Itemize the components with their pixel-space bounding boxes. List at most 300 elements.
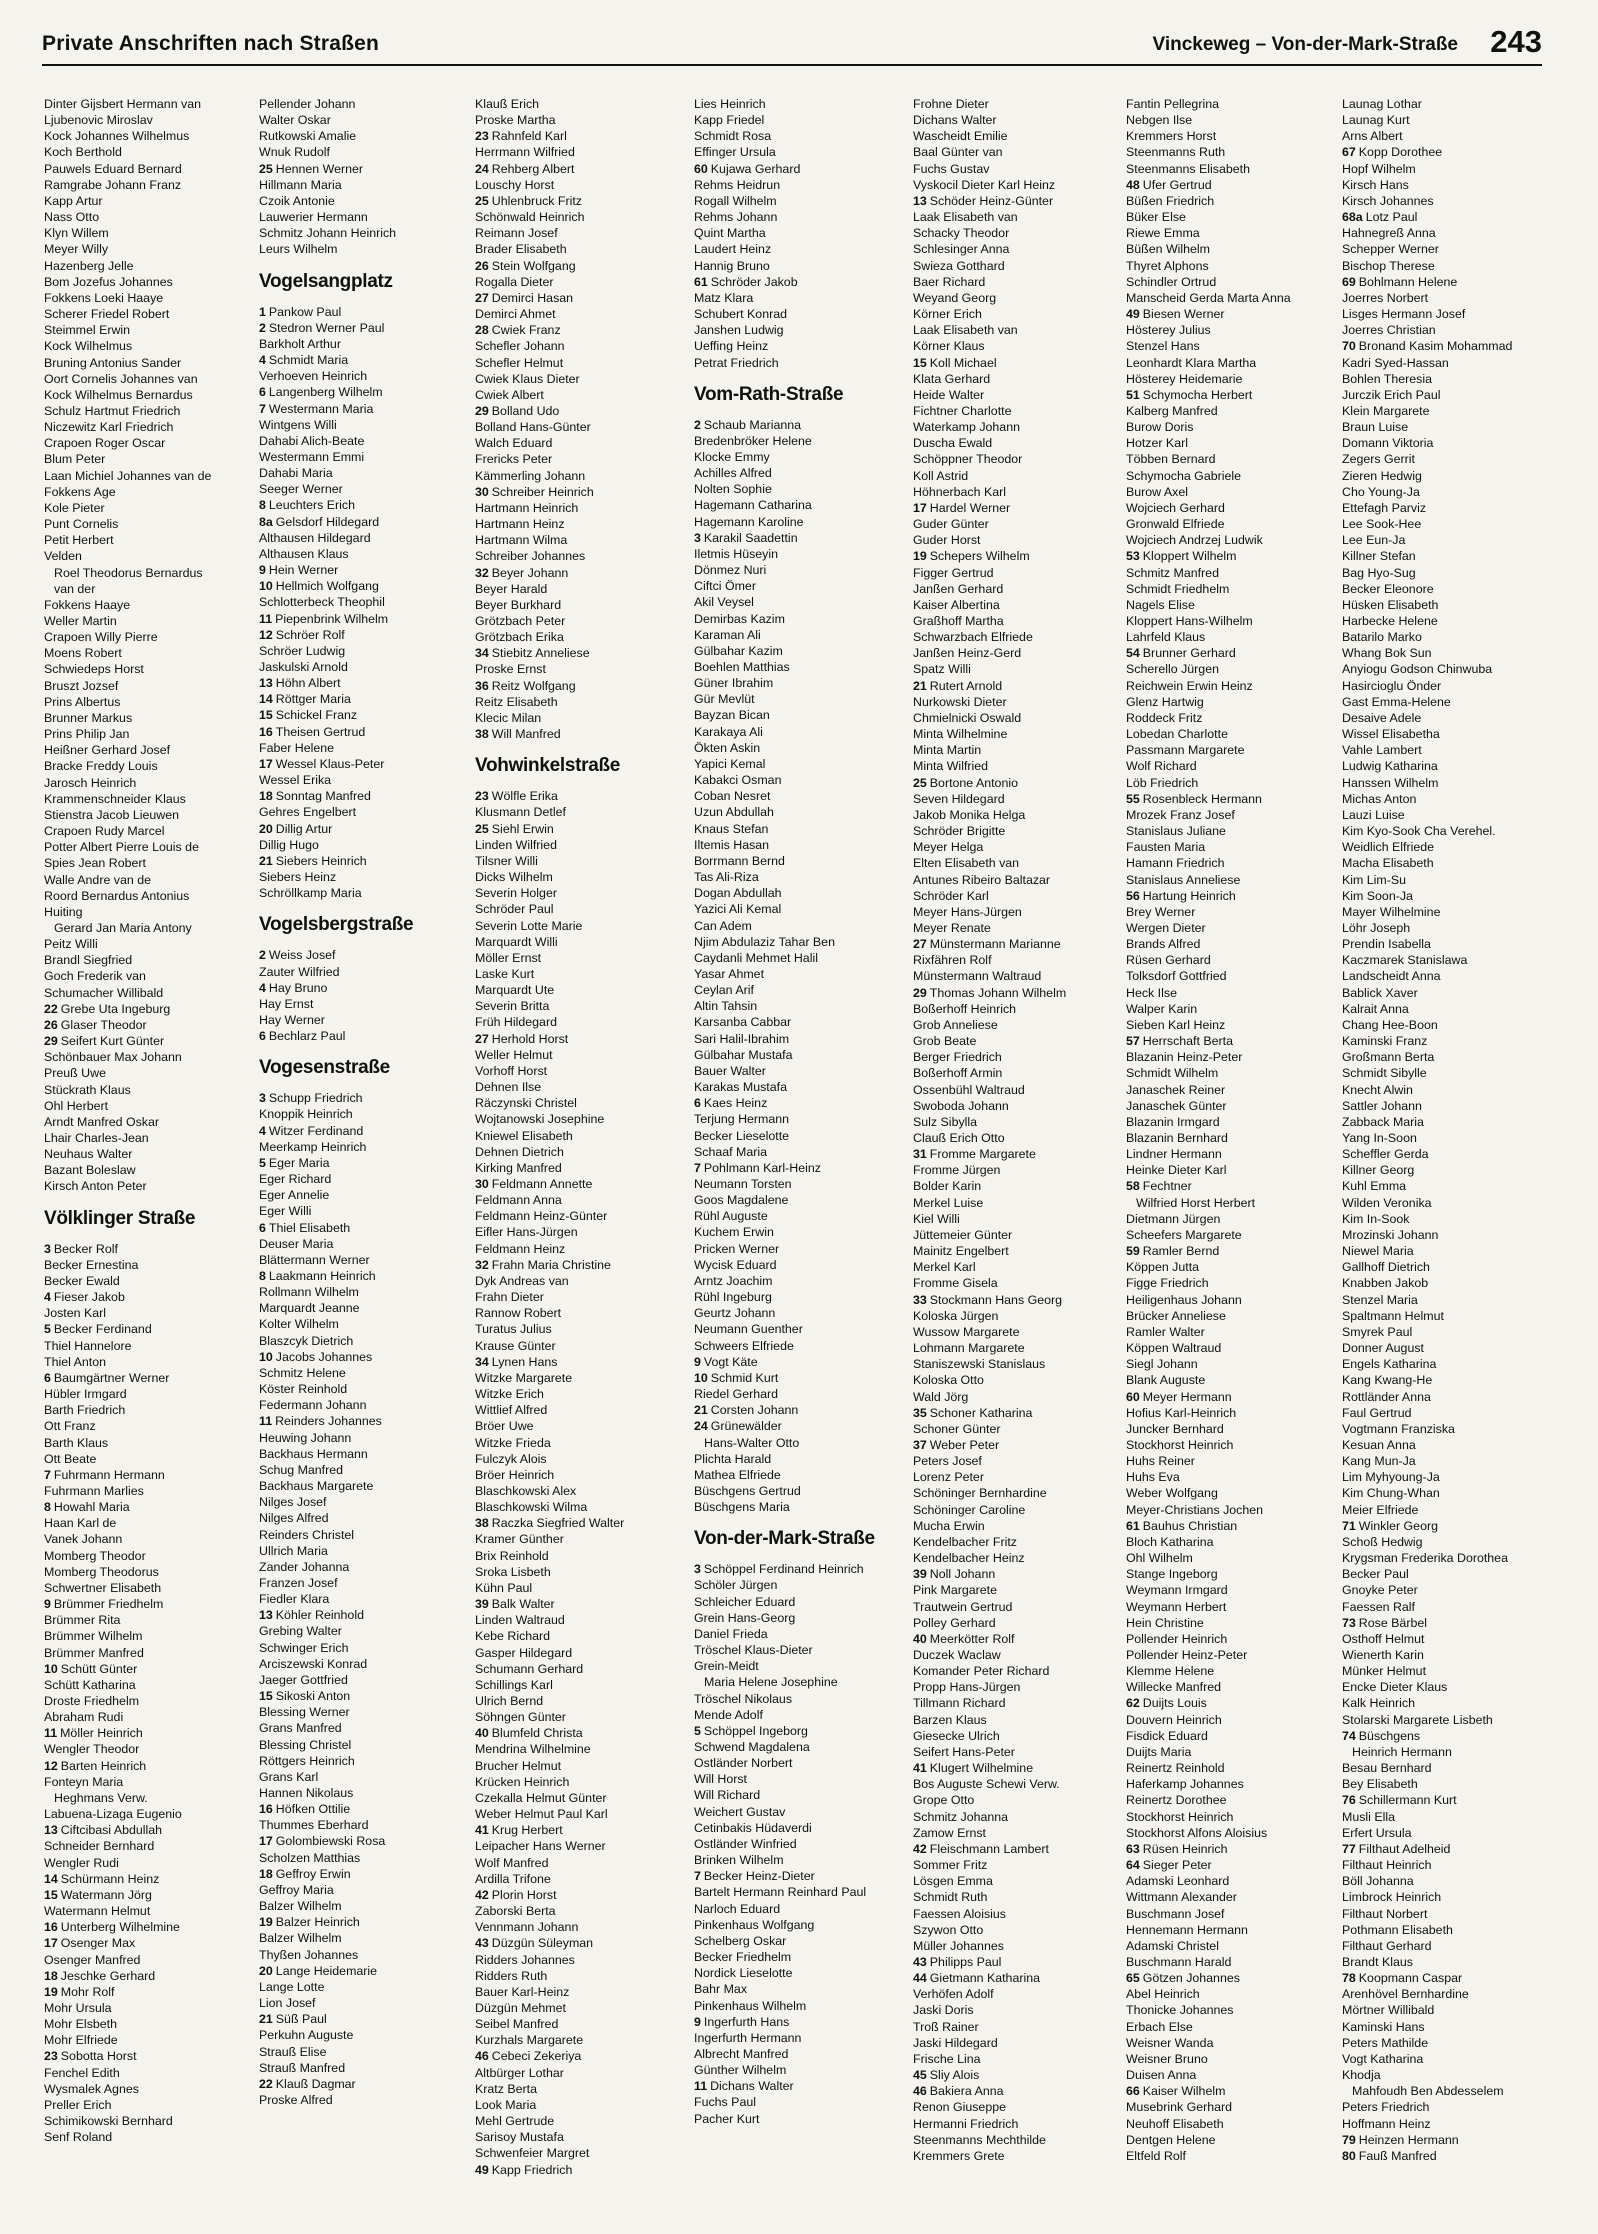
- resident-entry: [694, 1241, 904, 1257]
- resident-name: Witzke Erich: [475, 1387, 544, 1402]
- resident-entry: [1126, 306, 1336, 322]
- resident-entry: [1342, 1986, 1552, 2002]
- resident-name: Höhn Albert: [275, 676, 341, 691]
- resident-name: Staniszewski Stanislaus: [913, 1357, 1046, 1372]
- resident-entry: [259, 964, 469, 980]
- resident-entry: [913, 516, 1123, 532]
- resident-entry: [694, 417, 904, 433]
- resident-name: Prins Albertus: [44, 694, 121, 709]
- resident-name: Wengler Rudi: [44, 1855, 119, 1870]
- resident-entry: [913, 387, 1123, 403]
- resident-name: Brandt Klaus: [1342, 1954, 1413, 1969]
- house-number: 12: [259, 627, 273, 642]
- house-number: 9: [694, 1354, 701, 1369]
- house-number: 16: [44, 1920, 58, 1935]
- house-number: 6: [259, 385, 266, 400]
- resident-entry: [1126, 1049, 1336, 1065]
- resident-entry: [44, 96, 254, 112]
- resident-name: Schoß Hedwig: [1342, 1534, 1423, 1549]
- resident-name: Wolf Manfred: [475, 1855, 549, 1870]
- house-number: 54: [1126, 646, 1140, 661]
- resident-name: Weiss Josef: [268, 948, 336, 963]
- resident-name: Velden: [44, 549, 82, 564]
- resident-entry: [694, 627, 904, 643]
- resident-name: Lynen Hans: [491, 1354, 558, 1369]
- resident-entry: [475, 1111, 685, 1127]
- resident-name: Engels Katharina: [1342, 1357, 1437, 1372]
- resident-name: Propp Hans-Jürgen: [913, 1680, 1021, 1695]
- resident-name: Kim Kyo-Sook Cha Verehel.: [1342, 824, 1496, 839]
- resident-entry: [1126, 1518, 1336, 1534]
- resident-entry: [913, 241, 1123, 257]
- resident-name: Bolland Hans-Günter: [475, 420, 591, 435]
- resident-entry: [913, 274, 1123, 290]
- resident-name: Bom Jozefus Johannes: [44, 274, 173, 289]
- resident-name: Bronand Kasim Mohammad: [1358, 339, 1513, 354]
- resident-name: Erbach Else: [1126, 2019, 1193, 2034]
- resident-name: Huhs Reiner: [1126, 1454, 1195, 1469]
- resident-name: Hazenberg Jelle: [44, 258, 134, 273]
- resident-entry: [1342, 726, 1552, 742]
- resident-name: Krammenschneider Klaus: [44, 791, 186, 806]
- resident-entry: [913, 1453, 1123, 1469]
- column-2: [259, 96, 469, 2206]
- resident-name: Gietmann Katharina: [929, 1971, 1040, 1986]
- resident-entry: [259, 1446, 469, 1462]
- resident-entry: [1342, 274, 1552, 290]
- resident-name: Kapp Artur: [44, 193, 103, 208]
- resident-name: Becker Heinz-Dieter: [703, 1869, 815, 1884]
- resident-name: Möller Heinrich: [60, 1726, 143, 1741]
- resident-entry: [694, 998, 904, 1014]
- resident-name: Eger Annelie: [259, 1188, 330, 1203]
- resident-name: Gür Mevlüt: [694, 692, 755, 707]
- resident-name: Kaminski Hans: [1342, 2019, 1425, 2034]
- resident-entry: [1342, 2083, 1552, 2099]
- resident-entry: [475, 177, 685, 193]
- house-number: 21: [259, 853, 273, 868]
- resident-name: Pellender Johann: [259, 97, 356, 111]
- resident-name: Riedel Gerhard: [694, 1387, 779, 1402]
- resident-entry: [694, 1047, 904, 1063]
- resident-name: Feldmann Heinz-Günter: [475, 1209, 608, 1224]
- resident-entry: [475, 1418, 685, 1434]
- resident-name: Reinertz Dorothee: [1126, 1793, 1227, 1808]
- resident-entry: [694, 1435, 904, 1451]
- resident-entry: [1342, 1017, 1552, 1033]
- house-number: 10: [259, 579, 273, 594]
- resident-entry: [913, 2148, 1123, 2164]
- resident-name: Nass Otto: [44, 210, 100, 225]
- resident-entry: [694, 1658, 904, 1674]
- resident-name: Schaaf Maria: [694, 1144, 768, 1159]
- resident-entry: [1342, 1566, 1552, 1582]
- resident-name: Dichans Walter: [913, 113, 997, 128]
- resident-entry: [913, 451, 1123, 467]
- resident-name: Yang In-Soon: [1342, 1131, 1417, 1145]
- resident-entry: [913, 1001, 1123, 1017]
- resident-name: Bohlmann Helene: [1358, 274, 1458, 289]
- resident-name: Sieben Karl Heinz: [1126, 1017, 1226, 1032]
- resident-name: Hasircioglu Önder: [1342, 678, 1442, 693]
- resident-name: Büßen Wilhelm: [1126, 242, 1211, 257]
- resident-entry: [694, 724, 904, 740]
- resident-name: Lorenz Peter: [913, 1470, 984, 1485]
- resident-entry: [44, 807, 254, 823]
- resident-entry: [475, 144, 685, 160]
- house-number: 35: [913, 1405, 927, 1420]
- resident-name: Federmann Johann: [259, 1398, 367, 1413]
- house-number: 58: [1126, 1179, 1140, 1194]
- house-number: 23: [475, 789, 489, 804]
- house-number: 16: [259, 1802, 273, 1817]
- resident-entry: [1342, 1437, 1552, 1453]
- resident-entry: [259, 96, 469, 112]
- resident-name: Boßerhoff Heinrich: [913, 1001, 1017, 1016]
- resident-entry: [1126, 807, 1336, 823]
- resident-name: Erfert Ursula: [1342, 1825, 1412, 1840]
- resident-entry: [1126, 2067, 1336, 2083]
- resident-entry: [475, 1224, 685, 1240]
- resident-entry: [1342, 920, 1552, 936]
- resident-entry: [475, 1919, 685, 1935]
- resident-name: Becker Paul: [1342, 1567, 1409, 1582]
- resident-entry: [913, 1970, 1123, 1986]
- resident-name: Mathea Elfriede: [694, 1467, 781, 1482]
- house-number: 27: [475, 290, 489, 305]
- resident-name: Schmitz Johann Heinrich: [259, 226, 397, 241]
- resident-name: Laakmann Heinrich: [268, 1269, 376, 1283]
- resident-entry: [694, 1610, 904, 1626]
- resident-entry: [259, 627, 469, 643]
- resident-name: Schwenfeier Margret: [475, 2146, 590, 2161]
- resident-entry: [44, 1596, 254, 1612]
- resident-name: Proske Martha: [475, 113, 556, 128]
- resident-entry: [475, 2016, 685, 2032]
- resident-name: Schütt Katharina: [44, 1677, 136, 1692]
- resident-name: Brands Alfred: [1126, 937, 1201, 952]
- resident-name: Stanislaus Juliane: [1126, 824, 1226, 839]
- resident-entry: [259, 1914, 469, 1930]
- resident-entry: [1126, 1679, 1336, 1695]
- resident-entry: [475, 629, 685, 645]
- resident-entry: [694, 1981, 904, 1997]
- house-number: 41: [475, 1823, 489, 1838]
- house-number: 79: [1342, 2132, 1356, 2147]
- resident-entry: [1126, 1615, 1336, 1631]
- resident-entry: [1342, 1615, 1552, 1631]
- resident-name: Musli Ella: [1342, 1809, 1396, 1824]
- house-number: 8: [259, 1269, 266, 1283]
- resident-name: Senf Roland: [44, 2130, 113, 2145]
- resident-entry: [1126, 1372, 1336, 1388]
- resident-entry: [913, 2067, 1123, 2083]
- resident-entry: [475, 581, 685, 597]
- resident-entry: [44, 1531, 254, 1547]
- resident-name: Ciftcibasi Abdullah: [60, 1823, 163, 1838]
- resident-entry: [913, 1712, 1123, 1728]
- resident-name: Piepenbrink Wilhelm: [275, 611, 389, 626]
- resident-entry: [913, 548, 1123, 564]
- resident-name: Weymann Irmgard: [1126, 1583, 1228, 1598]
- resident-entry: [694, 837, 904, 853]
- resident-name: Karakil Saadettin: [703, 530, 798, 545]
- resident-entry: [259, 1575, 469, 1591]
- resident-entry: [475, 1548, 685, 1564]
- resident-name: Mucha Erwin: [913, 1518, 985, 1533]
- resident-name: Verhöfen Adolf: [913, 1987, 994, 2002]
- resident-entry: [44, 1049, 254, 1065]
- resident-entry: [1342, 468, 1552, 484]
- house-number: 25: [475, 193, 489, 208]
- resident-name: Koloska Jürgen: [913, 1308, 999, 1323]
- resident-name: Schröer Ludwig: [259, 643, 346, 658]
- resident-name: Stockhorst Alfons Aloisius: [1126, 1825, 1268, 1840]
- resident-name: Becker Lieselotte: [694, 1128, 790, 1143]
- resident-name: Bey Elisabeth: [1342, 1777, 1418, 1792]
- resident-entry: [44, 758, 254, 774]
- resident-entry: [259, 336, 469, 352]
- resident-entry: [913, 1502, 1123, 1518]
- resident-name: Ceylan Arif: [694, 983, 754, 998]
- resident-name: Neuhoff Elisabeth: [1126, 2116, 1224, 2131]
- resident-entry: [1126, 193, 1336, 209]
- resident-entry: [44, 1017, 254, 1033]
- resident-entry: [44, 1162, 254, 1178]
- resident-entry: [44, 1968, 254, 1984]
- resident-entry: [1342, 403, 1552, 419]
- resident-name: Schürmann Heinz: [60, 1871, 160, 1886]
- resident-name: Lahrfeld Klaus: [1126, 630, 1206, 645]
- resident-name: Meyer Renate: [913, 920, 991, 935]
- resident-entry: [913, 1227, 1123, 1243]
- resident-name: Kniewel Elisabeth: [475, 1128, 573, 1143]
- resident-entry: [1342, 1534, 1552, 1550]
- resident-name: Weber Peter: [929, 1437, 1000, 1452]
- resident-entry: [44, 775, 254, 791]
- resident-entry: [694, 497, 904, 513]
- resident-entry: [1126, 1017, 1336, 1033]
- house-number: 49: [475, 2162, 489, 2177]
- resident-name: Vyskocil Dieter Karl Heinz: [913, 177, 1056, 192]
- resident-entry: [1126, 1227, 1336, 1243]
- resident-entry: [44, 968, 254, 984]
- resident-name: Walper Karin: [1126, 1001, 1198, 1016]
- resident-entry: [44, 144, 254, 160]
- resident-entry: [913, 855, 1123, 871]
- resident-name: Reinders Christel: [259, 1527, 355, 1542]
- resident-name: Koch Berthold: [44, 145, 122, 160]
- resident-entry: [913, 112, 1123, 128]
- resident-name: Donner August: [1342, 1341, 1424, 1356]
- resident-name: Filthaut Adelheid: [1358, 1841, 1451, 1856]
- resident-name: Jakob Monika Helga: [913, 807, 1026, 822]
- resident-entry: [913, 694, 1123, 710]
- resident-name: Kurzhals Margarete: [475, 2033, 584, 2048]
- resident-name: Heinrich Hermann: [1352, 1744, 1452, 1759]
- resident-entry: [259, 804, 469, 820]
- resident-name: Barten Heinrich: [60, 1758, 147, 1773]
- resident-entry: [913, 322, 1123, 338]
- resident-name: Schupp Friedrich: [268, 1091, 363, 1106]
- resident-entry: [913, 597, 1123, 613]
- resident-name: Westermann Emmi: [259, 449, 365, 464]
- resident-name: Pollender Heinrich: [1126, 1631, 1228, 1646]
- resident-name: Meier Elfriede: [1342, 1502, 1419, 1517]
- resident-entry: [694, 1451, 904, 1467]
- resident-entry: [694, 1467, 904, 1483]
- resident-entry: [913, 1178, 1123, 1194]
- resident-entry: [1126, 241, 1336, 257]
- resident-name: Thiel Elisabeth: [268, 1220, 351, 1235]
- resident-entry: [1342, 209, 1552, 225]
- resident-entry: [259, 1139, 469, 1155]
- resident-name: Schöler Jürgen: [694, 1578, 778, 1593]
- resident-entry: [44, 1855, 254, 1871]
- resident-entry: [913, 1065, 1123, 1081]
- resident-entry: [1126, 112, 1336, 128]
- resident-entry: [1342, 241, 1552, 257]
- resident-entry: [913, 1340, 1123, 1356]
- resident-name: Siehl Erwin: [491, 821, 554, 836]
- resident-entry: [475, 1370, 685, 1386]
- resident-name: Smyrek Paul: [1342, 1324, 1413, 1339]
- resident-name: Weber Wolfgang: [1126, 1486, 1218, 1501]
- resident-name: Pauwels Eduard Bernard: [44, 161, 182, 176]
- resident-entry: [259, 611, 469, 627]
- house-number: 60: [1126, 1389, 1140, 1404]
- resident-entry: [1126, 904, 1336, 920]
- resident-entry: [259, 2011, 469, 2027]
- resident-name: Frahn Dieter: [475, 1290, 544, 1305]
- resident-name: Siegl Johann: [1126, 1357, 1198, 1372]
- resident-name: Schimikowski Bernhard: [44, 2114, 173, 2129]
- resident-name: Biesen Werner: [1142, 307, 1225, 322]
- resident-name: Grans Manfred: [259, 1721, 342, 1736]
- resident-entry: [44, 1289, 254, 1305]
- house-number: 31: [913, 1147, 927, 1162]
- house-number: 2: [694, 417, 701, 432]
- house-number: 37: [913, 1437, 927, 1452]
- resident-name: Barkholt Arthur: [259, 336, 341, 351]
- resident-entry: [913, 985, 1123, 1001]
- resident-name: Fuhrmann Marlies: [44, 1483, 144, 1498]
- resident-name: Lotz Paul: [1365, 210, 1418, 225]
- resident-entry: [694, 2094, 904, 2110]
- resident-name: Adamski Christel: [1126, 1938, 1219, 1953]
- resident-name: Kang Mun-Ja: [1342, 1454, 1416, 1469]
- resident-entry: [1126, 985, 1336, 1001]
- resident-name: Baer Richard: [913, 274, 986, 289]
- resident-entry: [1126, 1082, 1336, 1098]
- resident-name: Zander Johanna: [259, 1559, 350, 1574]
- resident-entry: [913, 936, 1123, 952]
- resident-entry: [44, 1580, 254, 1596]
- resident-entry: [913, 1389, 1123, 1405]
- resident-entry: [1342, 1873, 1552, 1889]
- resident-entry: [913, 144, 1123, 160]
- resident-entry: [913, 968, 1123, 984]
- resident-name: Weymann Herbert: [1126, 1599, 1227, 1614]
- resident-name: Zauter Wilfried: [259, 964, 340, 979]
- resident-name: Nilges Alfred: [259, 1511, 329, 1526]
- resident-entry: [259, 1688, 469, 1704]
- resident-entry: [694, 1176, 904, 1192]
- house-number: 53: [1126, 549, 1140, 564]
- resident-name: Sroka Lisbeth: [475, 1564, 551, 1579]
- resident-name: Yazici Ali Kemal: [694, 902, 782, 917]
- resident-entry: [913, 645, 1123, 661]
- resident-entry: [475, 290, 685, 306]
- resident-name: Schöninger Bernhardine: [913, 1486, 1047, 1501]
- resident-name: Wergen Dieter: [1126, 920, 1206, 935]
- resident-name: Gallhoff Dietrich: [1342, 1260, 1430, 1275]
- resident-name: Duijts Louis: [1142, 1696, 1207, 1711]
- resident-entry: [694, 918, 904, 934]
- resident-entry: [1342, 193, 1552, 209]
- resident-name: Krücken Heinrich: [475, 1774, 570, 1789]
- resident-entry: [259, 1155, 469, 1171]
- resident-entry: [44, 1515, 254, 1531]
- resident-name: Feldmann Annette: [491, 1177, 593, 1191]
- directory-columns: [44, 96, 1544, 2206]
- resident-name: Vogt Käte: [703, 1354, 758, 1369]
- resident-name: Renon Giuseppe: [913, 2100, 1006, 2115]
- resident-entry: [913, 1308, 1123, 1324]
- resident-entry: [475, 1338, 685, 1354]
- resident-name: Pohlmann Karl-Heinz: [703, 1160, 821, 1175]
- street-heading: Vom-Rath-Straße: [694, 383, 844, 405]
- resident-entry: [44, 661, 254, 677]
- resident-entry: [475, 1192, 685, 1208]
- resident-entry: [913, 1098, 1123, 1114]
- house-number: 8a: [259, 514, 273, 529]
- house-number: 8: [259, 498, 266, 513]
- resident-name: Balzer Heinrich: [275, 1915, 360, 1930]
- resident-entry: [475, 1451, 685, 1467]
- house-number: 25: [913, 775, 927, 790]
- house-number: 18: [44, 1968, 58, 1983]
- resident-entry: [913, 2116, 1123, 2132]
- resident-name: Vahle Lambert: [1342, 743, 1422, 758]
- resident-entry: [1126, 1275, 1336, 1291]
- resident-name: Stiebitz Anneliese: [491, 646, 590, 661]
- resident-entry: [694, 691, 904, 707]
- resident-name: Schröder Paul: [475, 902, 554, 917]
- resident-entry: [1126, 322, 1336, 338]
- resident-name: Lisges Hermann Josef: [1342, 307, 1466, 322]
- resident-name: Schepper Werner: [1342, 242, 1439, 257]
- resident-entry: [44, 1483, 254, 1499]
- resident-name: Reinders Johannes: [275, 1414, 382, 1429]
- resident-name: Meerkamp Heinrich: [259, 1139, 367, 1154]
- resident-entry: [44, 1033, 254, 1049]
- resident-entry: [1126, 387, 1336, 403]
- resident-name: Wojciech Gerhard: [1126, 500, 1225, 515]
- resident-name: Büker Else: [1126, 210, 1186, 225]
- resident-entry: [1342, 1243, 1552, 1259]
- resident-entry: [44, 872, 254, 888]
- resident-entry: [694, 1321, 904, 1337]
- resident-entry: [1126, 1405, 1336, 1421]
- resident-name: Schubert Konrad: [694, 307, 787, 322]
- house-number: 4: [259, 1123, 266, 1138]
- resident-name: Theisen Gertrud: [275, 724, 366, 739]
- resident-entry: [913, 1324, 1123, 1340]
- house-number: 67: [1342, 145, 1356, 160]
- resident-entry: [1126, 597, 1336, 613]
- house-number: 17: [44, 1936, 58, 1951]
